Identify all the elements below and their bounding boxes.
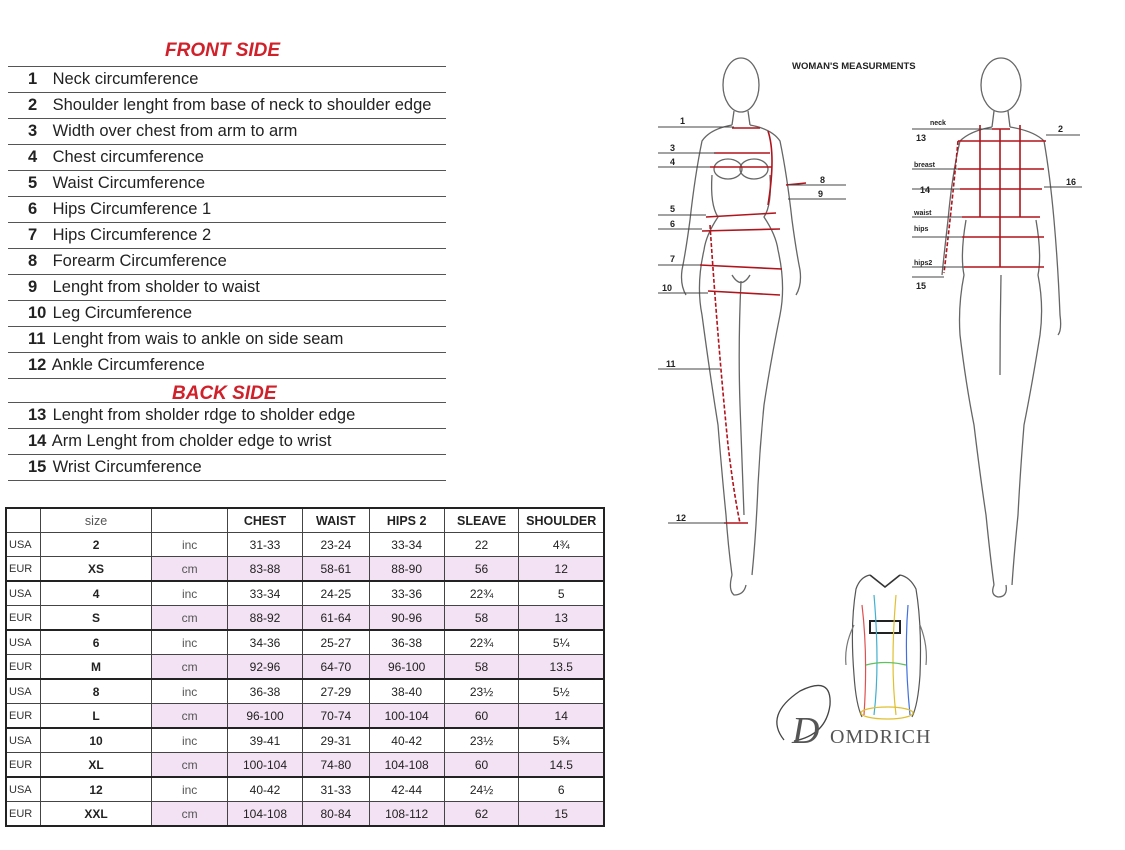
region-cell: USA xyxy=(6,533,40,557)
size-header: size xyxy=(40,508,151,533)
size-cell: 2 xyxy=(40,533,151,557)
measurement-number: 9 xyxy=(28,278,38,296)
size-cell: L xyxy=(40,704,151,729)
unit-cell: inc xyxy=(152,533,228,557)
front-label-11: 11 xyxy=(666,359,676,369)
sleeve-header: SLEAVE xyxy=(444,508,519,533)
measurement-item xyxy=(8,353,446,379)
measurement-number: 14 xyxy=(28,432,47,450)
hips-cell: 96-100 xyxy=(369,655,444,680)
back-label-neck: neck xyxy=(930,120,946,127)
chest-cell: 36-38 xyxy=(228,679,303,704)
sleeve-cell: 23½ xyxy=(444,728,519,753)
hips-cell: 88-90 xyxy=(369,557,444,582)
measurement-item xyxy=(8,429,446,455)
measurement-item xyxy=(8,223,446,249)
shoulder-cell: 12 xyxy=(519,557,604,582)
measurement-item xyxy=(8,119,446,145)
region-cell: EUR xyxy=(6,557,40,582)
measurement-number: 15 xyxy=(28,458,47,476)
size-row-eur xyxy=(6,802,604,827)
unit-cell: cm xyxy=(152,655,228,680)
unit-cell: inc xyxy=(152,581,228,606)
front-number-labels xyxy=(662,116,825,523)
size-cell: 12 xyxy=(40,777,151,802)
size-row-eur xyxy=(6,704,604,729)
measurement-text: Lenght from sholder rdge to sholder edge xyxy=(52,406,356,424)
measurement-number: 7 xyxy=(28,226,38,244)
unit-cell: cm xyxy=(152,802,228,827)
diagram-title: WOMAN'S MEASURMENTS xyxy=(792,61,916,72)
unit-header xyxy=(152,508,228,533)
back-label-15: 15 xyxy=(916,281,927,291)
measurement-number: 13 xyxy=(28,406,47,424)
back-label-waist: waist xyxy=(914,210,932,217)
waist-cell: 25-27 xyxy=(302,630,369,655)
size-row-eur xyxy=(6,606,604,631)
sleeve-cell: 22¾ xyxy=(444,630,519,655)
sleeve-cell: 23½ xyxy=(444,679,519,704)
domdrich-logo xyxy=(770,565,990,765)
hips-cell: 104-108 xyxy=(369,753,444,778)
shoulder-cell: 4¾ xyxy=(519,533,604,557)
region-cell: USA xyxy=(6,679,40,704)
waist-cell: 29-31 xyxy=(302,728,369,753)
back-measurement-list xyxy=(8,402,446,481)
measurement-item xyxy=(8,249,446,275)
unit-cell: inc xyxy=(152,728,228,753)
shoulder-cell: 14 xyxy=(519,704,604,729)
back-number-labels xyxy=(913,120,1076,291)
chest-cell: 104-108 xyxy=(228,802,303,827)
measurement-number: 12 xyxy=(28,356,47,374)
front-label-7: 7 xyxy=(670,254,676,264)
hips-cell: 40-42 xyxy=(369,728,444,753)
sleeve-cell: 60 xyxy=(444,753,519,778)
measurement-text: Neck circumference xyxy=(52,70,199,88)
unit-cell: cm xyxy=(152,557,228,582)
front-label-6: 6 xyxy=(670,219,676,229)
size-cell: S xyxy=(40,606,151,631)
size-row-eur xyxy=(6,655,604,680)
measurement-text: Ankle Circumference xyxy=(51,356,205,374)
size-chart-table xyxy=(5,507,605,827)
chest-cell: 100-104 xyxy=(228,753,303,778)
hips-header: HIPS 2 xyxy=(369,508,444,533)
shoulder-cell: 15 xyxy=(519,802,604,827)
measurement-number: 3 xyxy=(28,122,38,140)
front-pointer-lines xyxy=(658,127,846,523)
hips-cell: 36-38 xyxy=(369,630,444,655)
back-side-heading: BACK SIDE xyxy=(172,383,277,404)
region-cell: EUR xyxy=(6,802,40,827)
measurement-item xyxy=(8,275,446,301)
measurement-number: 4 xyxy=(28,148,38,166)
sleeve-cell: 58 xyxy=(444,606,519,631)
measurement-text: Leg Circumference xyxy=(52,304,192,322)
unit-cell: cm xyxy=(152,704,228,729)
hips-cell: 100-104 xyxy=(369,704,444,729)
measurement-text: Lenght from sholder to waist xyxy=(52,278,260,296)
measurement-text: Arm Lenght from cholder edge to wrist xyxy=(51,432,332,450)
chest-cell: 39-41 xyxy=(228,728,303,753)
size-row-usa xyxy=(6,728,604,753)
measurement-text: Shoulder lenght from base of neck to shoulder edge xyxy=(52,96,432,114)
measurement-text: Hips Circumference 1 xyxy=(52,200,212,218)
front-measure-lines xyxy=(700,128,806,523)
measurement-text: Lenght from wais to ankle on side seam xyxy=(52,330,344,348)
measurement-item xyxy=(8,197,446,223)
waist-cell: 74-80 xyxy=(302,753,369,778)
measurement-text: Forearm Circumference xyxy=(52,252,227,270)
waist-cell: 31-33 xyxy=(302,777,369,802)
measurement-item xyxy=(8,171,446,197)
front-figure xyxy=(682,58,801,595)
region-cell: EUR xyxy=(6,753,40,778)
size-cell: XS xyxy=(40,557,151,582)
waist-cell: 23-24 xyxy=(302,533,369,557)
unit-cell: inc xyxy=(152,777,228,802)
back-label-16: 16 xyxy=(1066,177,1077,187)
region-cell: EUR xyxy=(6,606,40,631)
waist-cell: 80-84 xyxy=(302,802,369,827)
shoulder-cell: 13 xyxy=(519,606,604,631)
back-measure-lines xyxy=(944,125,1046,273)
front-side-heading: FRONT SIDE xyxy=(165,40,281,61)
waist-cell: 61-64 xyxy=(302,606,369,631)
front-label-8: 8 xyxy=(820,175,826,185)
back-label-breast: breast xyxy=(914,162,936,169)
measurement-text: Chest circumference xyxy=(52,148,204,166)
measurement-number: 11 xyxy=(28,330,46,348)
measurement-number: 10 xyxy=(28,304,47,322)
region-cell: USA xyxy=(6,728,40,753)
size-cell: M xyxy=(40,655,151,680)
measurement-number: 2 xyxy=(28,96,38,114)
size-cell: XXL xyxy=(40,802,151,827)
back-label-2: 2 xyxy=(1058,124,1064,134)
front-label-4: 4 xyxy=(670,157,676,167)
shoulder-header: SHOULDER xyxy=(519,508,604,533)
size-row-eur xyxy=(6,753,604,778)
chest-cell: 40-42 xyxy=(228,777,303,802)
measurement-item xyxy=(8,301,446,327)
region-cell: USA xyxy=(6,581,40,606)
waist-cell: 24-25 xyxy=(302,581,369,606)
size-row-eur xyxy=(6,557,604,582)
unit-cell: cm xyxy=(152,753,228,778)
waist-header: WAIST xyxy=(302,508,369,533)
shoulder-cell: 5¼ xyxy=(519,630,604,655)
measurement-number: 6 xyxy=(28,200,38,218)
size-row-usa xyxy=(6,533,604,557)
hips-cell: 42-44 xyxy=(369,777,444,802)
size-row-usa xyxy=(6,630,604,655)
measurement-item xyxy=(8,327,446,353)
waist-cell: 27-29 xyxy=(302,679,369,704)
front-label-10: 10 xyxy=(662,283,673,293)
measurement-text: Waist Circumference xyxy=(52,174,206,192)
brand-name: OMDRICH xyxy=(830,726,932,748)
measurement-number: 8 xyxy=(28,252,38,270)
back-label-hips: hips xyxy=(914,226,929,233)
measurement-item xyxy=(8,93,446,119)
region-cell: EUR xyxy=(6,655,40,680)
size-row-usa xyxy=(6,679,604,704)
sleeve-cell: 56 xyxy=(444,557,519,582)
shoulder-cell: 5½ xyxy=(519,679,604,704)
measurement-number: 1 xyxy=(28,70,38,88)
unit-cell: inc xyxy=(152,630,228,655)
front-label-12: 12 xyxy=(676,513,687,523)
coat-sketch xyxy=(846,575,927,719)
back-label-13: 13 xyxy=(916,133,927,143)
measurement-item xyxy=(8,66,446,93)
measurement-text: Width over chest from arm to arm xyxy=(52,122,298,140)
waist-cell: 64-70 xyxy=(302,655,369,680)
unit-cell: cm xyxy=(152,606,228,631)
hips-cell: 38-40 xyxy=(369,679,444,704)
brand-letter-d: D xyxy=(792,710,820,752)
chest-header: CHEST xyxy=(228,508,303,533)
chest-cell: 34-36 xyxy=(228,630,303,655)
unit-cell: inc xyxy=(152,679,228,704)
chest-cell: 88-92 xyxy=(228,606,303,631)
shoulder-cell: 6 xyxy=(519,777,604,802)
size-row-usa xyxy=(6,777,604,802)
sleeve-cell: 60 xyxy=(444,704,519,729)
back-label-hips2: hips2 xyxy=(914,260,933,267)
size-row-usa xyxy=(6,581,604,606)
size-cell: 4 xyxy=(40,581,151,606)
sleeve-cell: 58 xyxy=(444,655,519,680)
hips-cell: 33-34 xyxy=(369,533,444,557)
front-label-1: 1 xyxy=(680,116,686,126)
sleeve-cell: 22 xyxy=(444,533,519,557)
chest-cell: 83-88 xyxy=(228,557,303,582)
front-label-5: 5 xyxy=(670,204,676,214)
hips-cell: 33-36 xyxy=(369,581,444,606)
chest-cell: 96-100 xyxy=(228,704,303,729)
chest-cell: 33-34 xyxy=(228,581,303,606)
region-header xyxy=(6,508,40,533)
waist-cell: 58-61 xyxy=(302,557,369,582)
shoulder-cell: 5 xyxy=(519,581,604,606)
chest-cell: 92-96 xyxy=(228,655,303,680)
measurement-item xyxy=(8,455,446,481)
measurement-text: Wrist Circumference xyxy=(52,458,202,476)
front-label-3: 3 xyxy=(670,143,676,153)
region-cell: EUR xyxy=(6,704,40,729)
sleeve-cell: 22¾ xyxy=(444,581,519,606)
woman-measurement-diagram xyxy=(640,45,1120,605)
back-figure xyxy=(942,58,1064,597)
hips-cell: 108-112 xyxy=(369,802,444,827)
measurement-number: 5 xyxy=(28,174,38,192)
shoulder-cell: 14.5 xyxy=(519,753,604,778)
size-cell: 10 xyxy=(40,728,151,753)
back-label-14: 14 xyxy=(920,185,931,195)
measurement-text: Hips Circumference 2 xyxy=(52,226,212,244)
waist-cell: 70-74 xyxy=(302,704,369,729)
size-cell: 6 xyxy=(40,630,151,655)
sleeve-cell: 62 xyxy=(444,802,519,827)
measurement-item xyxy=(8,145,446,171)
region-cell: USA xyxy=(6,777,40,802)
sleeve-cell: 24½ xyxy=(444,777,519,802)
size-table-header-row xyxy=(6,508,604,533)
size-cell: XL xyxy=(40,753,151,778)
front-measurement-list xyxy=(8,66,446,379)
hips-cell: 90-96 xyxy=(369,606,444,631)
chest-cell: 31-33 xyxy=(228,533,303,557)
size-cell: 8 xyxy=(40,679,151,704)
measurement-item xyxy=(8,402,446,429)
shoulder-cell: 13.5 xyxy=(519,655,604,680)
front-label-9: 9 xyxy=(818,189,824,199)
shoulder-cell: 5¾ xyxy=(519,728,604,753)
region-cell: USA xyxy=(6,630,40,655)
